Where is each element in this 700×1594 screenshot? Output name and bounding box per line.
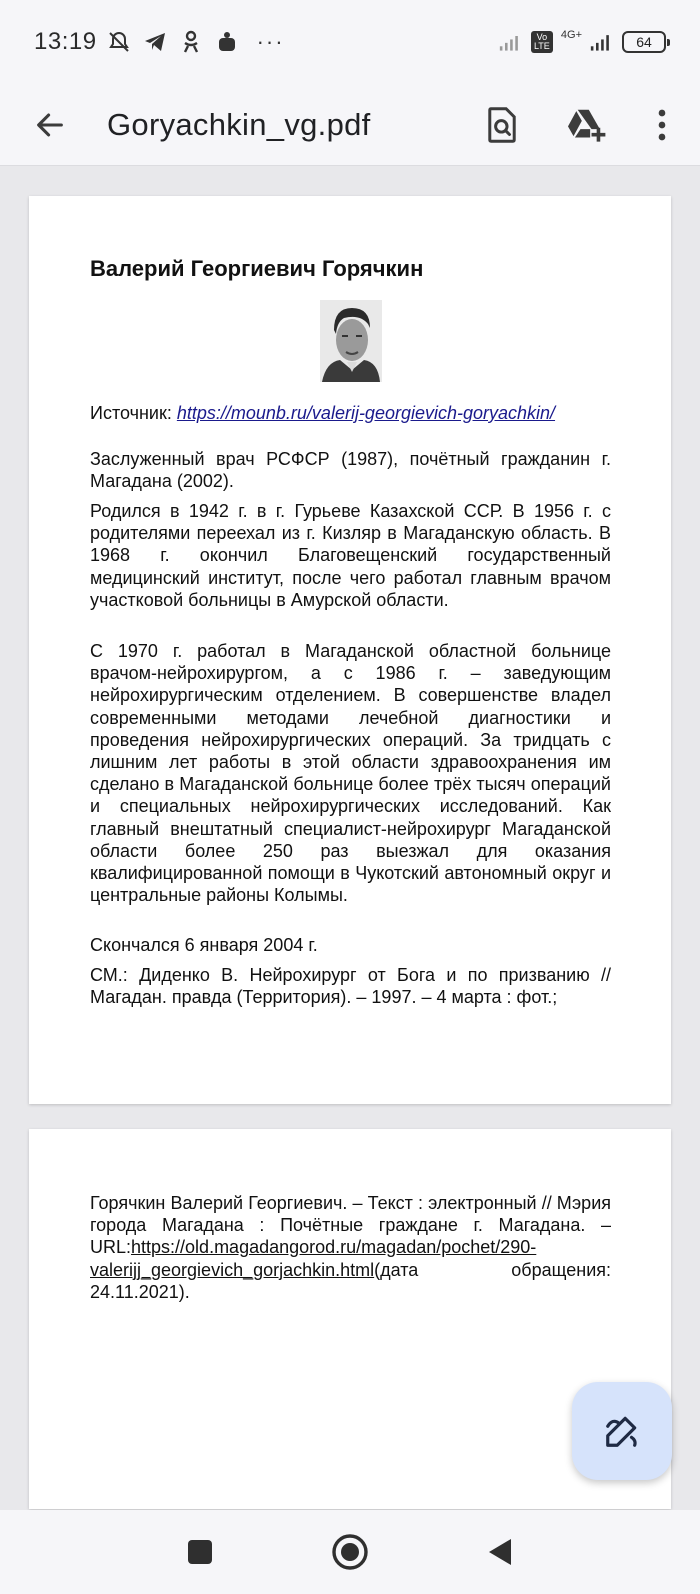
battery-indicator: 64 bbox=[622, 31, 666, 53]
nav-back-button[interactable] bbox=[480, 1532, 520, 1572]
paragraph-web-reference bbox=[90, 1192, 611, 1303]
back-button[interactable] bbox=[25, 100, 75, 150]
signal-strong-icon bbox=[590, 30, 614, 54]
back-triangle-icon bbox=[486, 1537, 514, 1567]
source-label: Источник: bbox=[90, 403, 177, 423]
app-bar-actions bbox=[474, 97, 700, 153]
source-link[interactable]: https://mounb.ru/valerij-georgievich-goryachkin/ bbox=[176, 403, 556, 423]
add-to-drive-button[interactable] bbox=[558, 97, 614, 153]
app-bar bbox=[0, 84, 700, 166]
network-type: 4G+ bbox=[560, 29, 582, 41]
edit-fab-button[interactable] bbox=[572, 1382, 672, 1480]
system-navigation-bar bbox=[0, 1510, 700, 1594]
status-time: 13:19 bbox=[34, 28, 97, 55]
telegram-icon bbox=[143, 30, 167, 54]
reference-access-date: (дата обращения: 24.11.2021). bbox=[90, 1259, 611, 1302]
paragraph-career: С 1970 г. работал в Магаданской областной больнице врачом-нейрохирургом, а с 1986 г. – заведующим нейрохирургическим отделением. В совершенстве владел современными методами лечебной диагностики и проведения нейрохирургических операций. За тридцать с лишним лет работы в этой области здравоохранения им сделано в Магаданской больнице более трёх тысяч операций и специальных нейрохирургических исследований. Как главный внештатный специалист-нейрохирург Магаданской области более 250 раз выезжал для оказания квалифицированной помощи в Чукотский автономный округ и центральные районы Колымы. bbox=[90, 641, 611, 906]
home-button[interactable] bbox=[330, 1532, 370, 1572]
recents-button[interactable] bbox=[180, 1532, 220, 1572]
reference-text: Горячкин Валерий Георгиевич. – Текст : электронный // Мэрия города Магадана : Почётные граждане г. Магадана. – URL: bbox=[90, 1193, 611, 1258]
pdf-page-1 bbox=[29, 196, 671, 1104]
bot-icon bbox=[215, 30, 239, 54]
status-system-icons bbox=[499, 30, 666, 54]
arrow-back-icon bbox=[33, 108, 67, 142]
reference-link[interactable]: https://old.magadangorod.ru/magadan/pochet/290-valerijj_georgievich_gorjachkin.html bbox=[90, 1237, 537, 1280]
recents-square-icon bbox=[186, 1538, 214, 1566]
more-vert-icon bbox=[657, 109, 667, 141]
portrait-photo bbox=[320, 300, 382, 382]
document-title: Goryachkin_vg.pdf bbox=[107, 106, 371, 142]
more-options-button[interactable] bbox=[634, 97, 690, 153]
page-heading: Валерий Георгиевич Горячкин bbox=[90, 256, 424, 281]
source-line bbox=[90, 402, 611, 424]
home-circle-icon bbox=[331, 1533, 369, 1571]
paragraph-titles: Заслуженный врач РСФСР (1987), почётный гражданин г. Магадана (2002). bbox=[90, 449, 611, 492]
search-document-button[interactable] bbox=[474, 97, 530, 153]
add-to-drive-icon bbox=[565, 107, 607, 143]
paragraph-reference: СМ.: Диденко В. Нейрохирург от Бога и по призванию // Магадан. правда (Территория). – 1997. – 4 марта : фот.; bbox=[90, 965, 611, 1008]
document-search-icon bbox=[485, 106, 519, 144]
edit-pen-icon bbox=[603, 1412, 641, 1450]
signal-weak-icon bbox=[499, 30, 523, 54]
odnoklassniki-icon bbox=[179, 30, 203, 54]
more-notifications-icon: ··· bbox=[256, 29, 285, 54]
paragraph-biography: Родился в 1942 г. в г. Гурьеве Казахской ССР. В 1956 г. с родителями переехал из г. Кизляр в Магаданскую область. В 1968 г. окончил Благовещенский государственный медицинский институт, после чего работал главным врачом участковой больницы в Амурской области. bbox=[90, 501, 611, 610]
muted-alarm-icon bbox=[107, 30, 131, 54]
status-notification-icons bbox=[107, 29, 285, 55]
status-bar bbox=[0, 0, 700, 84]
paragraph-death: Скончался 6 января 2004 г. bbox=[90, 935, 318, 955]
volte-badge: Vo LTE bbox=[531, 31, 553, 53]
